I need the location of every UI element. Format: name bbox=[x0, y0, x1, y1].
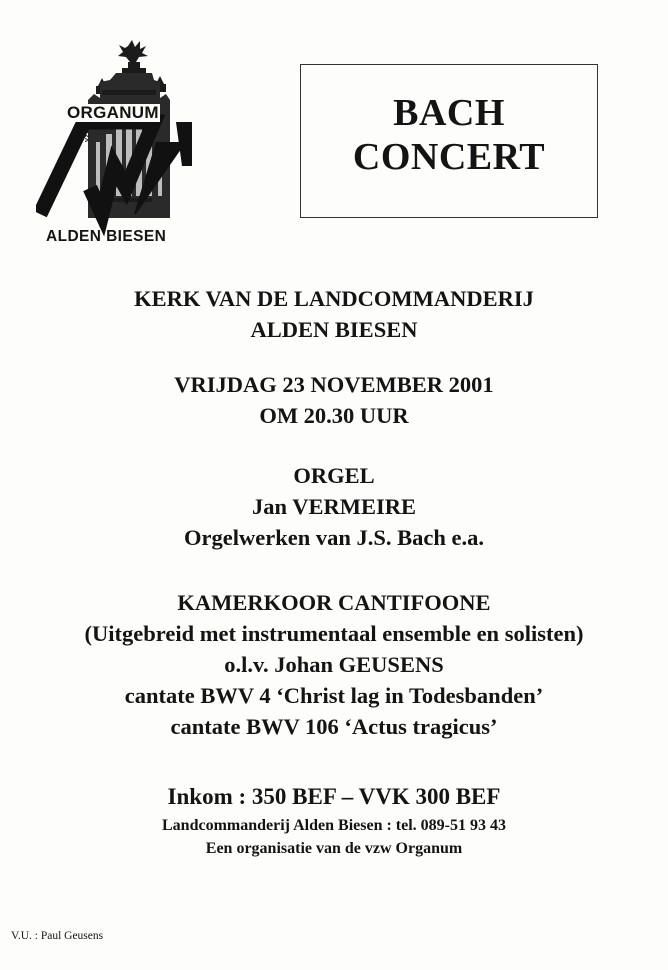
logo-name: ORGANUM bbox=[67, 103, 159, 122]
title-line-concert: CONCERT bbox=[352, 136, 546, 178]
admission-line: Inkom : 350 BEF – VVK 300 BEF bbox=[167, 784, 501, 809]
responsible-publisher: V.U. : Paul Geusens bbox=[11, 930, 104, 942]
title-box bbox=[300, 64, 598, 218]
choir-name: KAMERKOOR CANTIFOONE bbox=[177, 590, 491, 615]
organizer-line: Een organisatie van de vzw Organum bbox=[205, 840, 463, 857]
cantata-2: cantate BWV 106 ‘Actus tragicus’ bbox=[170, 714, 498, 739]
contact-line: Landcommanderij Alden Biesen : tel. 089-51 93 43 bbox=[162, 817, 506, 834]
organ-block bbox=[0, 460, 668, 553]
cantata-1: cantate BWV 4 ‘Christ lag in Todesbanden’ bbox=[124, 683, 544, 708]
title-line-bach: BACH bbox=[393, 92, 505, 134]
time-line: OM 20.30 UUR bbox=[259, 403, 409, 428]
organ-heading: ORGEL bbox=[293, 463, 375, 488]
date-line: VRIJDAG 23 NOVEMBER 2001 bbox=[174, 372, 494, 397]
organ-performer: Jan VERMEIRE bbox=[252, 494, 416, 519]
venue-block bbox=[0, 283, 668, 345]
venue-line-2: ALDEN BIESEN bbox=[250, 317, 418, 342]
choir-block bbox=[0, 587, 668, 742]
organum-logo bbox=[36, 38, 196, 250]
logo-place: ALDEN BIESEN bbox=[46, 228, 167, 245]
date-block bbox=[0, 369, 668, 431]
choir-extended: (Uitgebreid met instrumentaal ensemble en solisten) bbox=[84, 621, 584, 646]
info-block bbox=[0, 814, 668, 860]
organ-emblem-icon bbox=[36, 38, 196, 250]
logo-vzw-label: vzw bbox=[84, 127, 91, 142]
organ-works: Orgelwerken van J.S. Bach e.a. bbox=[184, 525, 484, 550]
choir-conductor: o.l.v. Johan GEUSENS bbox=[224, 652, 444, 677]
venue-line-1: KERK VAN DE LANDCOMMANDERIJ bbox=[134, 286, 534, 311]
